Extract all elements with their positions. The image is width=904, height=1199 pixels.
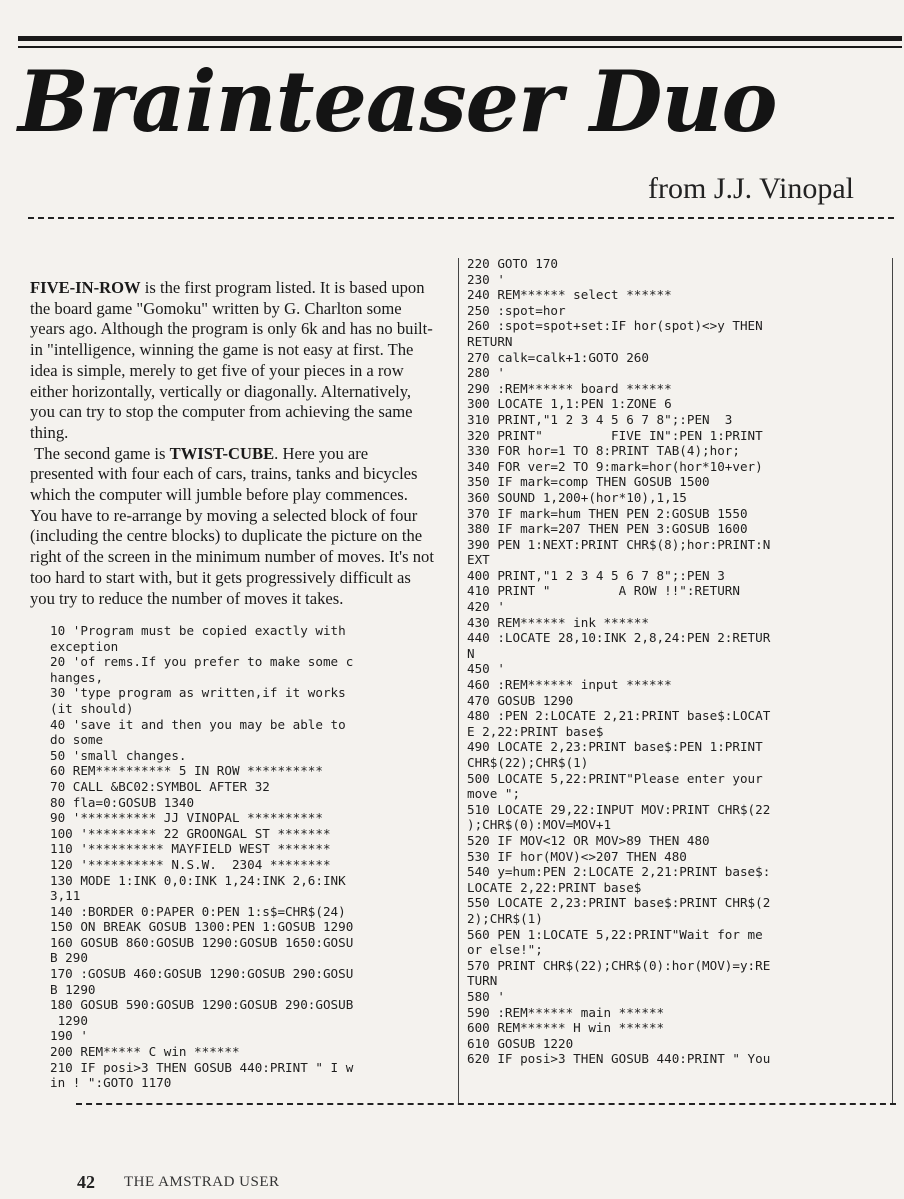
article-title: Brainteaser Duo (18, 52, 777, 151)
intro-text (30, 278, 435, 609)
header-divider (28, 217, 894, 219)
publication-name: THE AMSTRAD USER (124, 1174, 280, 1190)
intro-paragraph-2-body: . Here you are presented with four each of cars, trains, tanks and bicycles which the computer will jumble before play commences. You have to re-arrange by moving a selected block of four (including the centre blocks) to duplicate the picture on the right of the screen in the minimum number of moves. It's not too hard to start with, but it gets progressively difficult as you try to reduce the number of moves it takes. (30, 443, 434, 608)
program-listing-left: 10 'Program must be copied exactly with exception 20 'of rems.If you prefer to make some c hanges, 30 'type program as written,if it works (it should) 40 'save it and then you may be able to do some 50 'small changes. 60 REM********** 5 IN ROW ********** 70 CALL &BC02:SYMBOL AFTER 32 80 fla=0:GOSUB 1340 90 '********** JJ VINOPAL ********** 100 '********* 22 GROONGAL ST ******* 110 '********** MAYFIELD WEST ******* 120 '********** N.S.W. 2304 ******** 130 MODE 1:INK 0,0:INK 1,24:INK 2,6:INK 3,11 140 :BORDER 0:PAPER 0:PEN 1:s$=CHR$(24) 150 ON BREAK GOSUB 1300:PEN 1:GOSUB 1290 160 GOSUB 860:GOSUB 1290:GOSUB 1650:GOSU B 290 170 :GOSUB 460:GOSUB 1290:GOSUB 290:GOSU B 1290 180 GOSUB 590:GOSUB 1290:GOSUB 290:GOSUB 1290 190 ' 200 REM***** C win ****** 210 IF posi>3 THEN GOSUB 440:PRINT " I w in ! ":GOTO 1170 (50, 623, 354, 1091)
column-rule-right (892, 258, 893, 1103)
intro-paragraph-2 (30, 444, 435, 610)
footer-divider (76, 1103, 896, 1105)
intro-paragraph-1 (30, 278, 435, 444)
program-listing-right: 220 GOTO 170 230 ' 240 REM****** select ****** 250 :spot=hor 260 :spot=spot+set:IF hor(spot)<>y THEN RETURN 270 calk=calk+1:GOTO 260 280 ' 290 :REM****** board ****** 300 LOCATE 1,1:PEN 1:ZONE 6 310 PRINT,"1 2 3 4 5 6 7 8";:PEN 3 320 PRINT" FIVE IN":PEN 1:PRINT 330 FOR hor=1 TO 8:PRINT TAB(4);hor; 340 FOR ver=2 TO 9:mark=hor(hor*10+ver) 350 IF mark=comp THEN GOSUB 1500 360 SOUND 1,200+(hor*10),1,15 370 IF mark=hum THEN PEN 2:GOSUB 1550 380 IF mark=207 THEN PEN 3:GOSUB 1600 390 PEN 1:NEXT:PRINT CHR$(8);hor:PRINT:N EXT 400 PRINT,"1 2 3 4 5 6 7 8";:PEN 3 410 PRINT " A ROW !!":RETURN 420 ' 430 REM****** ink ****** 440 :LOCATE 28,10:INK 2,8,24:PEN 2:RETUR N 450 ' 460 :REM****** input ****** 470 GOSUB 1290 480 :PEN 2:LOCATE 2,21:PRINT base$:LOCAT E 2,22:PRINT base$ 490 LOCATE 2,23:PRINT base$:PEN 1:PRINT CHR$(22);CHR$(1) 500 LOCATE 5,22:PRINT"Please enter your move "; 510 LOCATE 29,22:INPUT MOV:PRINT CHR$(22 );CHR$(0):MOV=MOV+1 520 IF MOV<12 OR MOV>89 THEN 480 530 IF hor(MOV)<>207 THEN 480 540 y=hum:PEN 2:LOCATE 2,21:PRINT base$: LOCATE 2,22:PRINT base$ 550 LOCATE 2,23:PRINT base$:PRINT CHR$(2 2);CHR$(1) 560 PEN 1:LOCATE 5,22:PRINT"Wait for me or else!"; 570 PRINT CHR$(22);CHR$(0):hor(MOV)=y:RE TURN 580 ' 590 :REM****** main ****** 600 REM****** H win ****** 610 GOSUB 1220 620 IF posi>3 THEN GOSUB 440:PRINT " You (467, 256, 771, 1067)
top-rule-thin (18, 46, 902, 48)
article-byline: from J.J. Vinopal (648, 172, 854, 205)
page-number: 42 (77, 1172, 95, 1192)
top-rule-thick (18, 36, 902, 41)
intro-paragraph-2-start: The second game is (34, 443, 170, 463)
twist-cube-lead: TWIST-CUBE (169, 443, 275, 463)
column-rule-left (458, 258, 459, 1103)
five-in-row-lead: FIVE-IN-ROW (30, 278, 141, 297)
intro-paragraph-1-body: is the first program listed. It is based upon the board game "Gomoku" written by G. Charlton some years ago. Although the program is only 6k and has no built-in "intelligence, winning the game is not easy at first. The idea is simple, merely to get five of your pieces in a row either horizontally, vertically or diagonally. Alternatively, you can try to stop the computer from achieving the same thing. (30, 278, 433, 442)
